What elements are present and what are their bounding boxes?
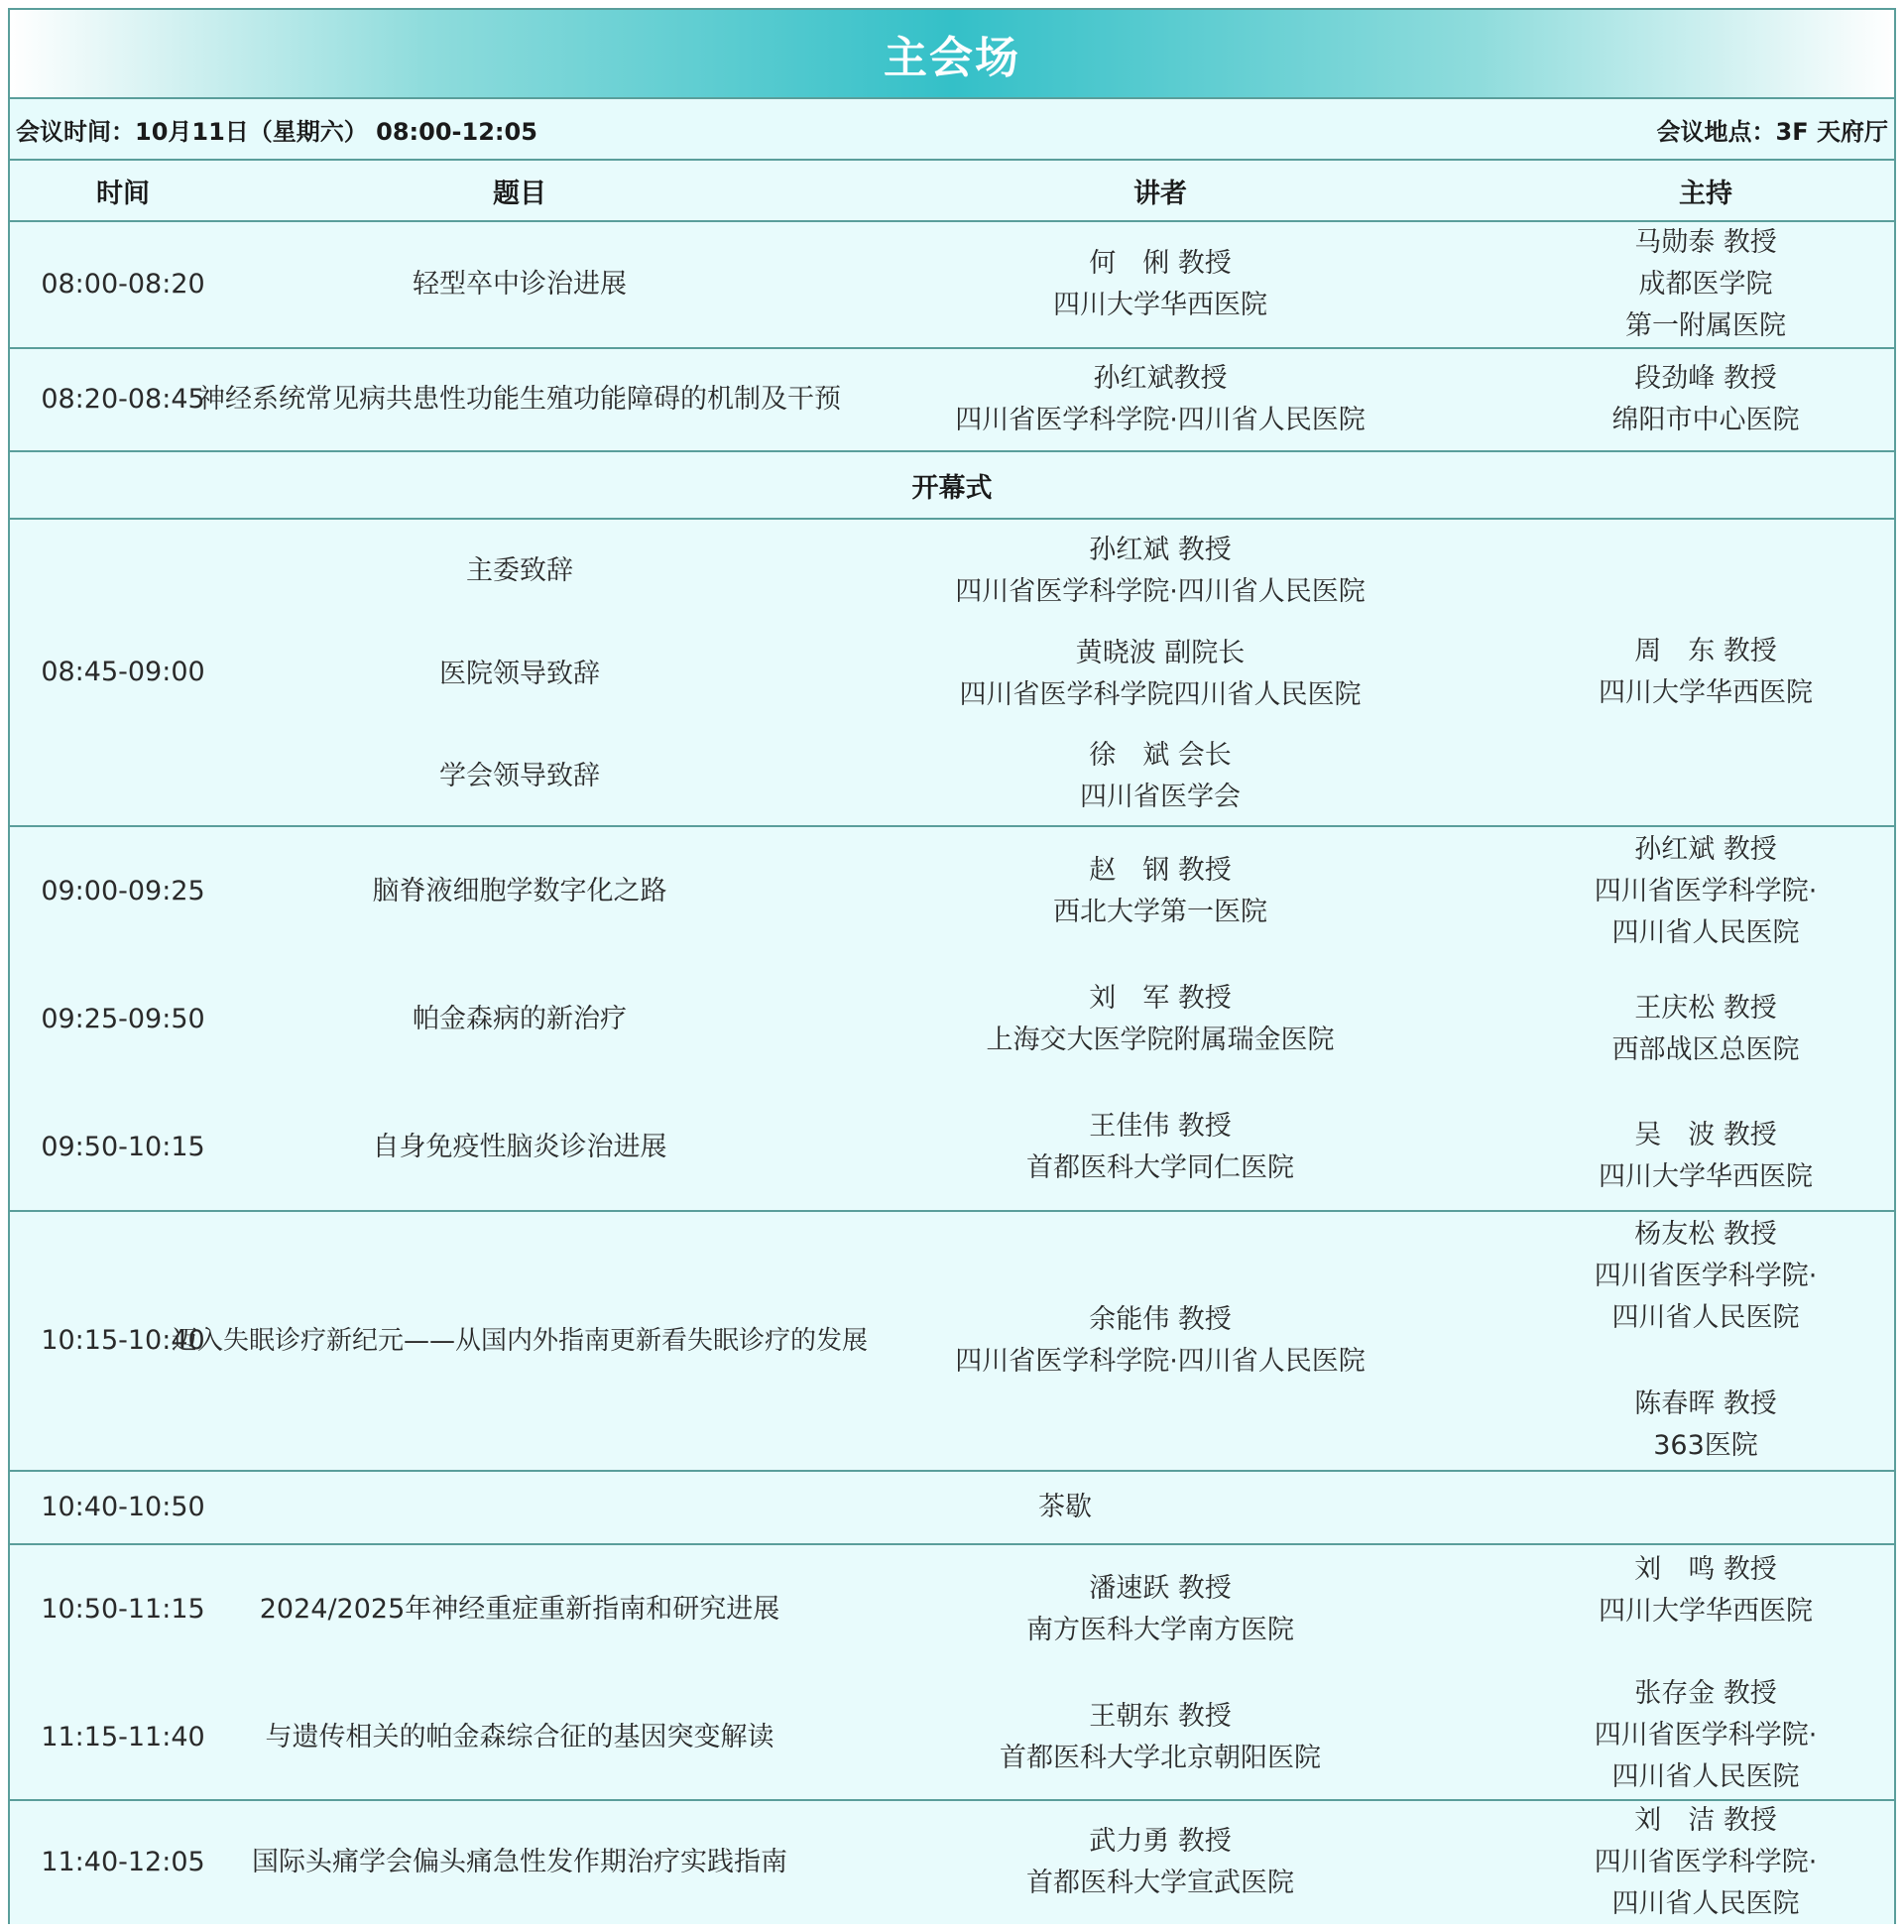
row-topic: 与遗传相关的帕金森综合征的基因突变解读 [265, 1722, 774, 1752]
speaker-name: 孙红斌教授 [1093, 363, 1228, 394]
row-host [1595, 1214, 1818, 1339]
table-row-group [10, 827, 1894, 1212]
row-speaker [1053, 850, 1267, 933]
host-name: 周 东 教授 [1634, 636, 1777, 666]
row-speaker [1026, 1568, 1294, 1651]
row-host [1599, 631, 1813, 714]
row-time: 08:20-08:45 [41, 384, 205, 415]
header-speaker: 讲者 [1133, 178, 1187, 209]
host-name: 马勋泰 教授 [1634, 227, 1777, 258]
row-time: 09:00-09:25 [41, 876, 205, 906]
row-speaker [1000, 1696, 1321, 1779]
header-time: 时间 [96, 178, 150, 209]
speaker-name: 潘速跃 教授 [1089, 1573, 1232, 1604]
table-row [10, 222, 1894, 349]
table-row-group [10, 1545, 1894, 1801]
meeting-time: 会议时间：10月11日（星期六） 08:00-12:05 [16, 117, 537, 146]
row-topic: 2024/2025年神经重症重新指南和研究进展 [259, 1594, 780, 1625]
host-affiliation: 成都医学院 [1638, 269, 1773, 300]
row-time: 09:25-09:50 [41, 1004, 205, 1034]
row-topic: 自身免疫性脑炎诊治进展 [372, 1132, 667, 1162]
table-row-opening [10, 520, 1894, 827]
speaker-affiliation: 四川省医学科学院·四川省人民医院 [955, 405, 1366, 435]
speaker-name: 赵 钢 教授 [1089, 855, 1232, 886]
speaker-name: 何 俐 教授 [1089, 248, 1232, 279]
row-host [1595, 1673, 1818, 1798]
speaker-name: 徐 斌 会长 [1089, 740, 1232, 771]
row-time: 11:40-12:05 [41, 1847, 205, 1877]
host-name: 吴 波 教授 [1634, 1120, 1777, 1150]
host-affiliation: 绵阳市中心医院 [1611, 405, 1800, 435]
meeting-location: 会议地点：3F 天府厅 [1656, 117, 1888, 146]
host-affiliation: 四川省医学科学院· [1594, 1847, 1818, 1877]
host-name: 段劲峰 教授 [1634, 363, 1777, 394]
row-topic: 轻型卒中诊治进展 [413, 269, 627, 300]
speaker-name: 王朝东 教授 [1089, 1701, 1232, 1732]
row-host [1599, 1549, 1813, 1632]
section-row-opening [10, 452, 1894, 520]
speaker-name: 武力勇 教授 [1089, 1826, 1232, 1857]
speaker-name: 黄晓波 副院长 [1075, 638, 1246, 668]
speaker-name: 余能伟 教授 [1089, 1304, 1232, 1335]
speaker-affiliation: 四川省医学科学院·四川省人民医院 [955, 576, 1366, 607]
row-time: 11:15-11:40 [41, 1722, 205, 1752]
host-affiliation: 363医院 [1653, 1430, 1758, 1461]
row-topic: 帕金森病的新治疗 [413, 1004, 627, 1034]
table-row [10, 1212, 1894, 1472]
host-affiliation: 四川省人民医院 [1611, 917, 1800, 948]
speaker-affiliation: 西北大学第一医院 [1053, 897, 1267, 927]
row-time: 10:50-11:15 [41, 1594, 205, 1625]
row-speaker [960, 633, 1362, 716]
meeting-info-bar [10, 99, 1894, 161]
table-header [10, 161, 1894, 222]
row-speaker [955, 530, 1366, 613]
host-affiliation: 四川省医学科学院· [1594, 876, 1818, 906]
host-name: 杨友松 教授 [1634, 1219, 1777, 1250]
host-affiliation: 四川省医学科学院· [1594, 1720, 1818, 1751]
host-name: 刘 洁 教授 [1634, 1805, 1777, 1836]
host-affiliation: 四川省人民医院 [1611, 1888, 1800, 1919]
speaker-name: 刘 军 教授 [1089, 983, 1232, 1014]
row-topic: 国际头痛学会偏头痛急性发作期治疗实践指南 [252, 1847, 787, 1877]
row-topic: 神经系统常见病共患性功能生殖功能障碍的机制及干预 [198, 384, 841, 415]
section-label: 开幕式 [911, 472, 993, 504]
row-topic: 主委致辞 [466, 555, 573, 586]
host-affiliation: 四川省人民医院 [1611, 1761, 1800, 1792]
row-speaker [1026, 1821, 1294, 1904]
host-name: 张存金 教授 [1634, 1678, 1777, 1709]
header-host: 主持 [1679, 178, 1732, 209]
row-time: 09:50-10:15 [41, 1132, 205, 1162]
host-affiliation: 四川大学华西医院 [1599, 677, 1813, 708]
speaker-affiliation: 四川省医学科学院·四川省人民医院 [955, 1346, 1366, 1377]
row-speaker [955, 358, 1366, 441]
row-time: 10:40-10:50 [41, 1492, 205, 1522]
row-topic: 脑脊液细胞学数字化之路 [372, 876, 667, 906]
host-affiliation: 西部战区总医院 [1611, 1034, 1800, 1065]
header-topic: 题目 [493, 178, 546, 209]
page-title: 主会场 [884, 33, 1020, 83]
row-time: 08:45-09:00 [41, 657, 205, 687]
row-host [1612, 988, 1800, 1071]
row-topic: 学会领导致辞 [439, 761, 600, 791]
speaker-affiliation: 南方医科大学南方医院 [1026, 1615, 1294, 1645]
schedule-frame [8, 8, 1896, 1924]
row-speaker [1026, 1106, 1294, 1189]
row-speaker [987, 978, 1335, 1061]
speaker-affiliation: 首都医科大学宣武医院 [1026, 1868, 1294, 1898]
speaker-affiliation: 首都医科大学北京朝阳医院 [1000, 1743, 1321, 1773]
host-name: 孙红斌 教授 [1634, 834, 1777, 865]
row-speaker [955, 1299, 1366, 1383]
table-row-break [10, 1472, 1894, 1545]
host-affiliation: 四川大学华西医院 [1599, 1161, 1813, 1192]
row-speaker [1053, 243, 1267, 326]
title-banner [10, 10, 1894, 99]
host-affiliation: 四川省人民医院 [1611, 1302, 1800, 1333]
speaker-name: 王佳伟 教授 [1089, 1111, 1232, 1142]
host-affiliation: 第一附属医院 [1625, 310, 1786, 341]
row-speaker [1080, 735, 1241, 818]
row-topic: 迈入失眠诊疗新纪元——从国内外指南更新看失眠诊疗的发展 [172, 1326, 869, 1356]
row-host [1595, 829, 1818, 954]
speaker-affiliation: 四川省医学会 [1080, 782, 1241, 812]
speaker-name: 孙红斌 教授 [1089, 535, 1232, 565]
row-host [1612, 358, 1800, 441]
speaker-affiliation: 四川省医学科学院四川省人民医院 [959, 679, 1362, 710]
row-topic: 医院领导致辞 [439, 659, 600, 689]
speaker-affiliation: 首都医科大学同仁医院 [1026, 1152, 1294, 1183]
table-row [10, 349, 1894, 452]
speaker-affiliation: 上海交大医学院附属瑞金医院 [986, 1025, 1335, 1055]
row-host [1599, 1115, 1813, 1198]
break-label: 茶歇 [1038, 1492, 1092, 1522]
host-affiliation: 四川省医学科学院· [1594, 1261, 1818, 1291]
host-name: 陈春晖 教授 [1634, 1389, 1777, 1419]
row-host [1625, 222, 1786, 347]
host-name: 刘 鸣 教授 [1634, 1554, 1777, 1585]
row-host [1595, 1800, 1818, 1925]
row-time: 08:00-08:20 [41, 269, 205, 300]
host-affiliation: 四川大学华西医院 [1599, 1596, 1813, 1627]
host-name: 王庆松 教授 [1634, 993, 1777, 1024]
table-row [10, 1801, 1894, 1924]
speaker-affiliation: 四川大学华西医院 [1053, 290, 1267, 320]
row-time: 10:15-10:40 [41, 1325, 205, 1356]
row-host [1634, 1384, 1777, 1467]
